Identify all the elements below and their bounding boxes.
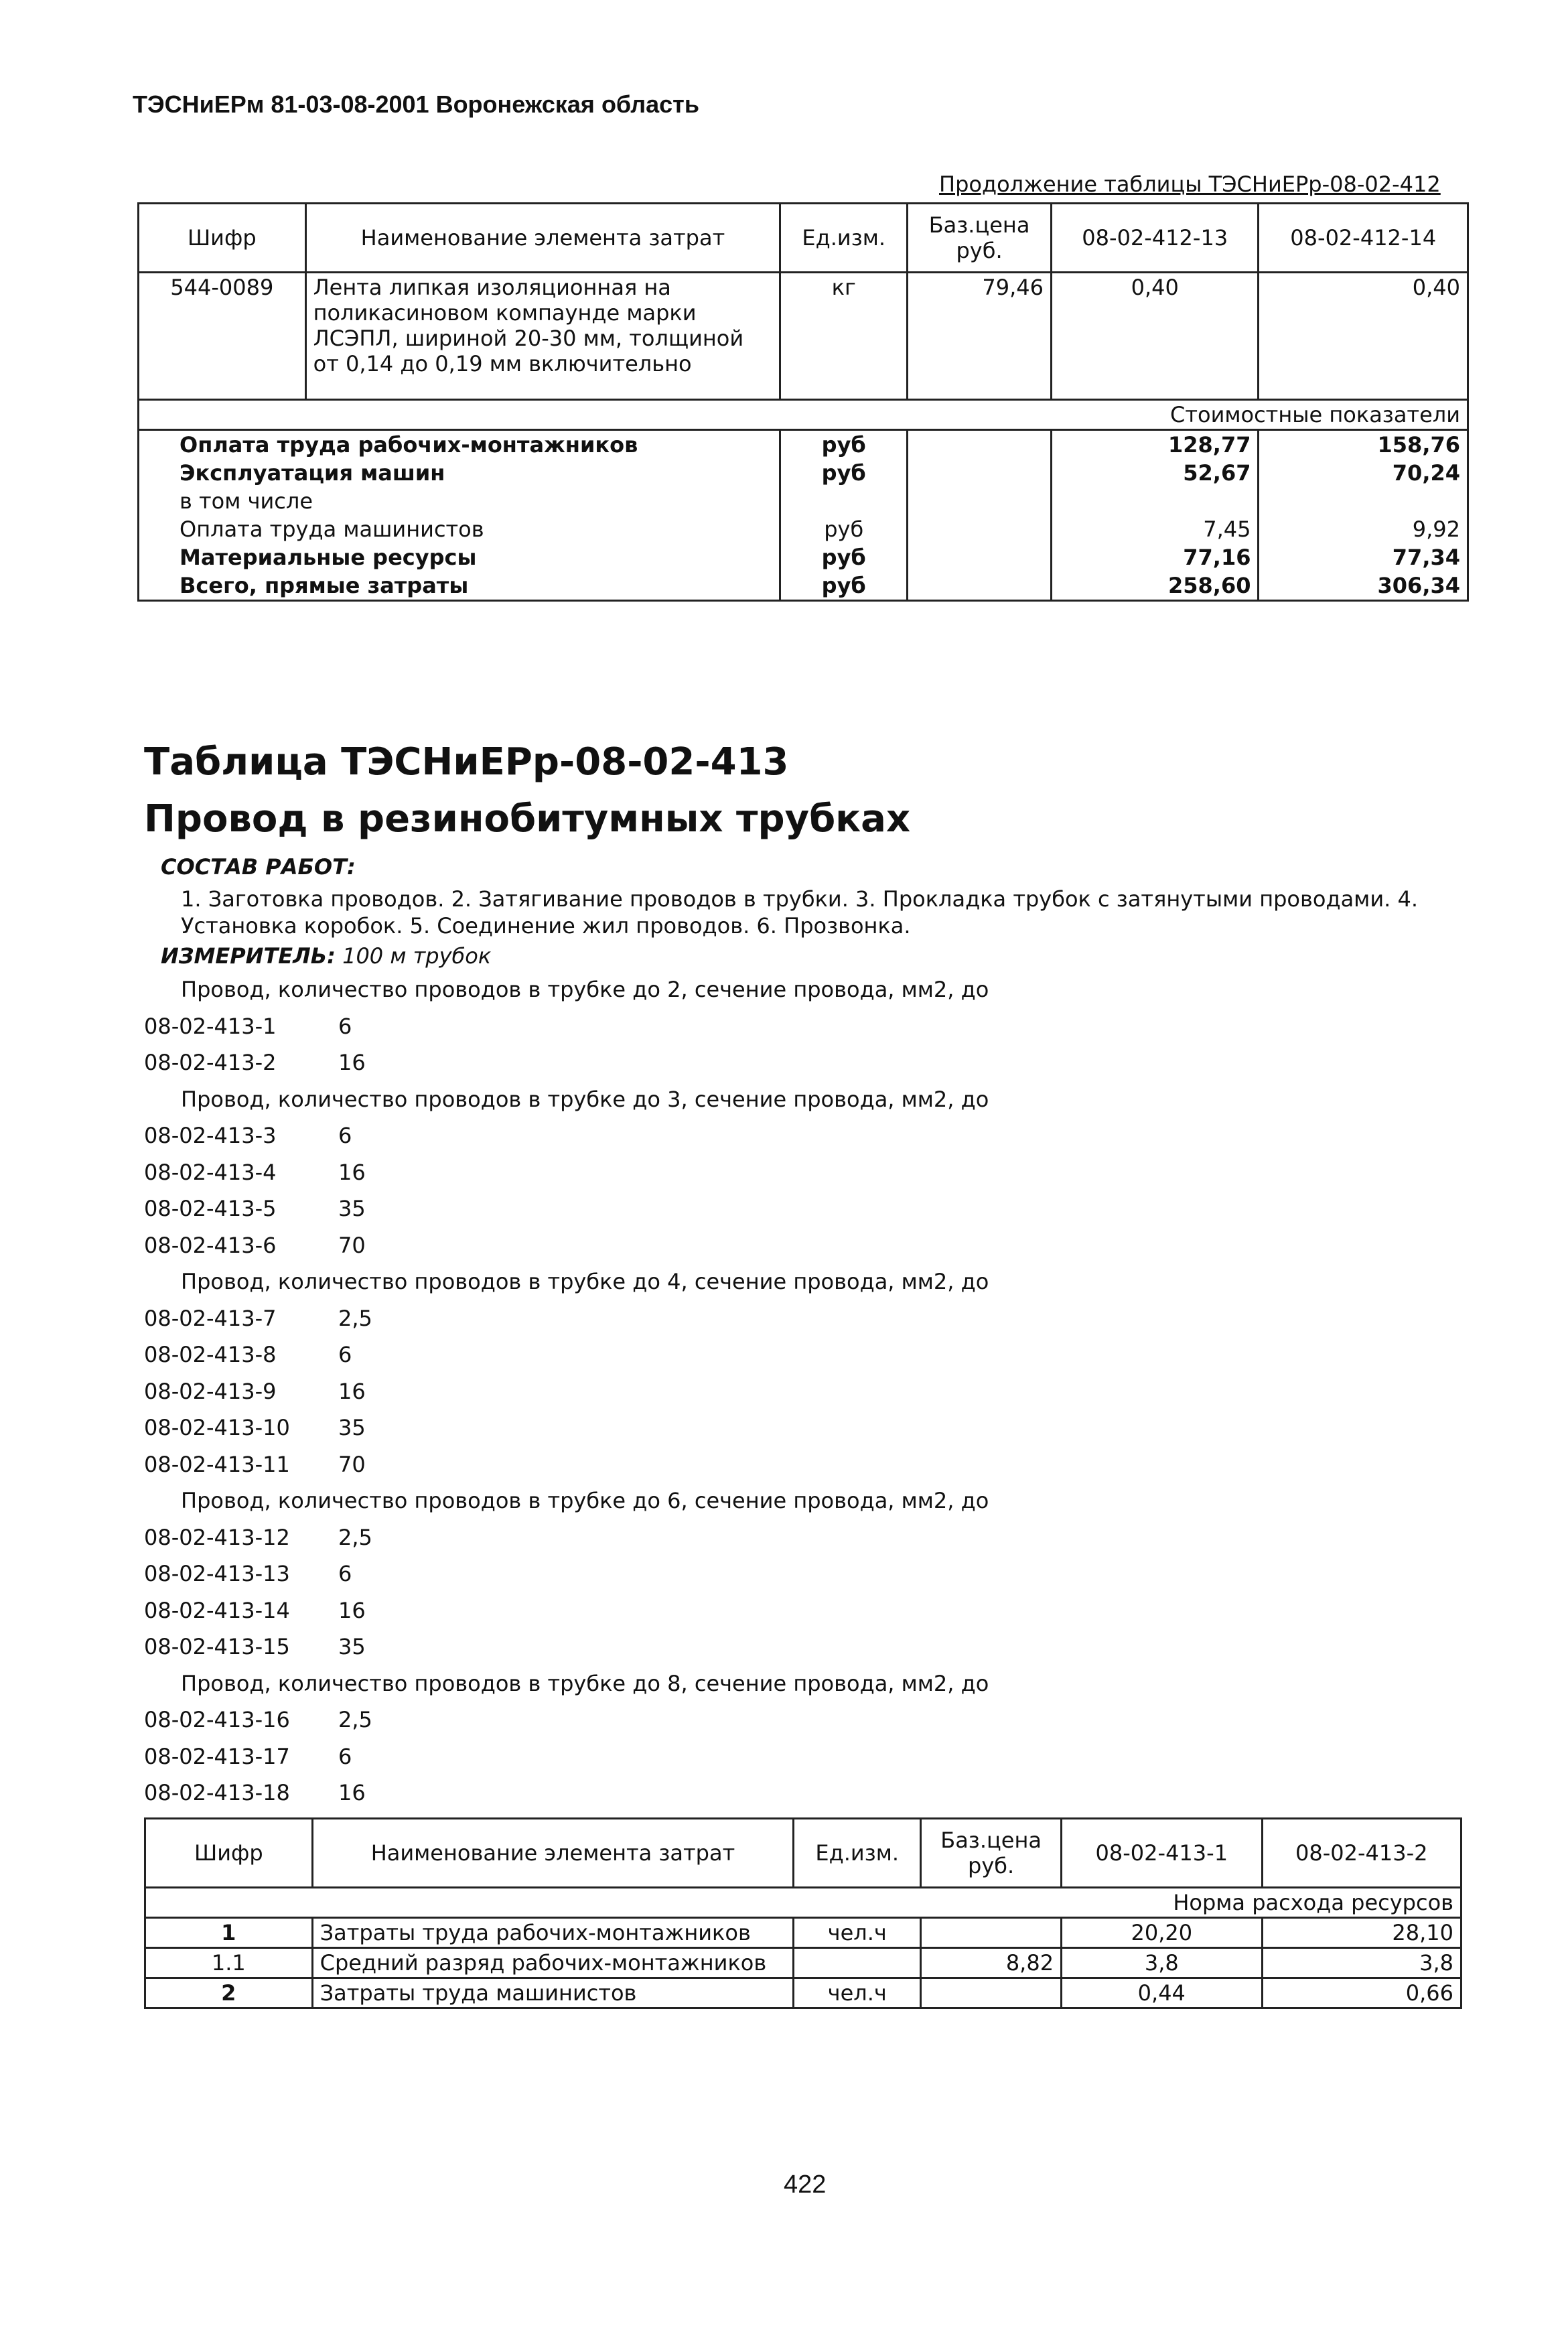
list-item <box>144 1050 366 1075</box>
cost-name: Материальные ресурсы <box>139 543 780 571</box>
cell-unit: чел.ч <box>794 1978 921 2008</box>
cell-unit: кг <box>780 273 908 400</box>
list-item <box>144 1342 352 1367</box>
item-section: 16 <box>338 1378 366 1404</box>
item-code: 08-02-413-2 <box>144 1050 277 1075</box>
item-section: 16 <box>338 1597 366 1623</box>
item-section: 35 <box>338 1196 366 1221</box>
item-section: 6 <box>338 1743 352 1769</box>
cell-value: 3,8 <box>1262 1948 1461 1978</box>
table-row <box>139 273 1468 400</box>
col-header: Ед.изм. <box>794 1819 921 1888</box>
col-header: Баз.цена руб. <box>921 1819 1062 1888</box>
cell-price: 8,82 <box>921 1948 1062 1978</box>
cell-name: Затраты труда рабочих-монтажников <box>312 1918 794 1948</box>
cell-value: 3,8 <box>1062 1948 1262 1978</box>
table-continuation-caption: Продолжение таблицы ТЭСНиЕРр-08-02-412 <box>939 171 1441 197</box>
item-code: 08-02-413-11 <box>144 1451 290 1477</box>
table-413 <box>144 1817 1462 2009</box>
cell-price <box>921 1978 1062 2008</box>
item-code: 08-02-413-15 <box>144 1634 290 1659</box>
cost-unit: руб <box>780 459 908 487</box>
item-code: 08-02-413-14 <box>144 1597 290 1623</box>
item-section: 35 <box>338 1415 366 1440</box>
cost-row <box>139 487 1468 515</box>
cost-price <box>908 543 1052 571</box>
cost-v1: 7,45 <box>1052 515 1259 543</box>
cell-value: 28,10 <box>1262 1918 1461 1948</box>
cost-v1: 77,16 <box>1052 543 1259 571</box>
cell-name: Лента липкая изоляционная на поликасиновом компаунде марки ЛСЭПЛ, шириной 20-30 мм, толщиной от 0,14 до 0,19 мм включительно <box>305 273 780 400</box>
cell-code: 1.1 <box>145 1948 313 1978</box>
table-header-row <box>145 1819 1462 1888</box>
cost-header: Стоимостные показатели <box>139 400 1468 430</box>
list-item <box>144 1744 352 1769</box>
cost-unit: руб <box>780 515 908 543</box>
item-code: 08-02-413-12 <box>144 1524 290 1550</box>
item-section: 2,5 <box>338 1707 372 1732</box>
group-title: Провод, количество проводов в трубке до 4, сечение провода, мм2, до <box>181 1269 989 1294</box>
cell-code: 2 <box>145 1978 313 2008</box>
cost-v2: 77,34 <box>1259 543 1468 571</box>
cell-code: 1 <box>145 1918 313 1948</box>
cost-v2: 306,34 <box>1259 571 1468 601</box>
list-item <box>144 1196 366 1221</box>
item-section: 6 <box>338 1561 352 1586</box>
item-code: 08-02-413-7 <box>144 1305 277 1331</box>
item-code: 08-02-413-10 <box>144 1415 290 1440</box>
list-item <box>144 1707 372 1732</box>
izmeritel <box>161 943 491 969</box>
list-item <box>144 1306 372 1331</box>
table-row <box>145 1948 1462 1978</box>
cost-v1: 128,77 <box>1052 430 1259 460</box>
table-header-row <box>139 204 1468 273</box>
group-title: Провод, количество проводов в трубке до 2, сечение провода, мм2, до <box>181 977 989 1002</box>
list-item <box>144 1415 366 1440</box>
item-section: 6 <box>338 1342 352 1367</box>
item-code: 08-02-413-13 <box>144 1561 290 1586</box>
cost-name: Оплата труда машинистов <box>139 515 780 543</box>
col-header: Наименование элемента затрат <box>312 1819 794 1888</box>
cost-v2 <box>1259 487 1468 515</box>
col-header: 08-02-413-1 <box>1062 1819 1262 1888</box>
list-item <box>144 1780 366 1805</box>
cost-price <box>908 515 1052 543</box>
item-section: 6 <box>338 1013 352 1039</box>
list-item <box>144 1233 366 1258</box>
section-title: Провод в резинобитумных трубках <box>144 797 911 841</box>
running-header: ТЭСНиЕРм 81-03-08-2001 Воронежская область <box>133 90 699 118</box>
cell-value: 0,40 <box>1259 273 1468 400</box>
list-item <box>144 1525 372 1550</box>
item-code: 08-02-413-17 <box>144 1743 290 1769</box>
list-item <box>144 1634 366 1659</box>
group-title: Провод, количество проводов в трубке до 3, сечение провода, мм2, до <box>181 1086 989 1112</box>
item-section: 35 <box>338 1634 366 1659</box>
table-row <box>145 1978 1462 2008</box>
cost-row <box>139 459 1468 487</box>
cost-v1: 258,60 <box>1052 571 1259 601</box>
col-header: 08-02-413-2 <box>1262 1819 1461 1888</box>
col-header: Шифр <box>145 1819 313 1888</box>
item-section: 2,5 <box>338 1524 372 1550</box>
group-title: Провод, количество проводов в трубке до 8, сечение провода, мм2, до <box>181 1670 989 1696</box>
col-header: Ед.изм. <box>780 204 908 273</box>
section-row <box>139 400 1468 430</box>
cell-code: 544-0089 <box>139 273 306 400</box>
item-code: 08-02-413-16 <box>144 1707 290 1732</box>
item-code: 08-02-413-18 <box>144 1780 290 1805</box>
cost-unit <box>780 487 908 515</box>
cost-price <box>908 487 1052 515</box>
item-section: 16 <box>338 1050 366 1075</box>
list-item <box>144 1561 352 1586</box>
cost-unit: руб <box>780 543 908 571</box>
item-section: 70 <box>338 1232 366 1258</box>
section-row <box>145 1888 1462 1918</box>
cost-name: Оплата труда рабочих-монтажников <box>139 430 780 460</box>
cell-unit <box>794 1948 921 1978</box>
cell-name: Средний разряд рабочих-монтажников <box>312 1948 794 1978</box>
cell-unit: чел.ч <box>794 1918 921 1948</box>
col-header: Наименование элемента затрат <box>305 204 780 273</box>
col-header: 08-02-412-14 <box>1259 204 1468 273</box>
item-code: 08-02-413-8 <box>144 1342 277 1367</box>
cost-v1 <box>1052 487 1259 515</box>
cost-v2: 9,92 <box>1259 515 1468 543</box>
cost-name: Всего, прямые затраты <box>139 571 780 601</box>
cell-value: 0,44 <box>1062 1978 1262 2008</box>
cost-row <box>139 430 1468 460</box>
cost-row <box>139 543 1468 571</box>
list-item <box>144 1598 366 1623</box>
group-title: Провод, количество проводов в трубке до 6, сечение провода, мм2, до <box>181 1488 989 1513</box>
cell-price <box>921 1918 1062 1948</box>
cost-name: в том числе <box>139 487 780 515</box>
col-header: Баз.цена руб. <box>908 204 1052 273</box>
table-title: Таблица ТЭСНиЕРр-08-02-413 <box>144 740 789 784</box>
cell-name: Затраты труда машинистов <box>312 1978 794 2008</box>
list-item <box>144 1452 366 1477</box>
list-item <box>144 1014 352 1039</box>
cell-value: 0,66 <box>1262 1978 1461 2008</box>
list-item <box>144 1160 366 1185</box>
cell-value: 0,40 <box>1052 273 1259 400</box>
sostav-text: 1. Заготовка проводов. 2. Затягивание проводов в трубки. 3. Прокладка трубок с затянутыми проводами. 4. Установка коробок. 5. Соединение жил проводов. 6. Прозвонка. <box>181 886 1418 939</box>
table-412 <box>137 202 1469 602</box>
cell-value: 20,20 <box>1062 1918 1262 1948</box>
item-section: 6 <box>338 1123 352 1148</box>
col-header: 08-02-412-13 <box>1052 204 1259 273</box>
item-code: 08-02-413-5 <box>144 1196 277 1221</box>
cost-unit: руб <box>780 571 908 601</box>
izmer-label: ИЗМЕРИТЕЛЬ: <box>161 943 336 969</box>
cost-v2: 70,24 <box>1259 459 1468 487</box>
cost-unit: руб <box>780 430 908 460</box>
item-code: 08-02-413-3 <box>144 1123 277 1148</box>
page-number: 422 <box>784 2171 827 2199</box>
item-code: 08-02-413-1 <box>144 1013 277 1039</box>
norm-header: Норма расхода ресурсов <box>145 1888 1462 1918</box>
cost-price <box>908 571 1052 601</box>
item-section: 70 <box>338 1451 366 1477</box>
cost-price <box>908 430 1052 460</box>
item-code: 08-02-413-9 <box>144 1378 277 1404</box>
cost-name: Эксплуатация машин <box>139 459 780 487</box>
cost-price <box>908 459 1052 487</box>
cost-v2: 158,76 <box>1259 430 1468 460</box>
item-code: 08-02-413-4 <box>144 1159 277 1185</box>
item-code: 08-02-413-6 <box>144 1232 277 1258</box>
item-section: 2,5 <box>338 1305 372 1331</box>
cost-v1: 52,67 <box>1052 459 1259 487</box>
list-item <box>144 1123 352 1148</box>
cost-row <box>139 515 1468 543</box>
cost-row <box>139 571 1468 601</box>
item-section: 16 <box>338 1780 366 1805</box>
item-section: 16 <box>338 1159 366 1185</box>
sostav-label: СОСТАВ РАБОТ: <box>161 854 356 880</box>
izmer-value: 100 м трубок <box>342 943 492 969</box>
table-row <box>145 1918 1462 1948</box>
cell-price: 79,46 <box>908 273 1052 400</box>
list-item <box>144 1379 366 1404</box>
col-header: Шифр <box>139 204 306 273</box>
